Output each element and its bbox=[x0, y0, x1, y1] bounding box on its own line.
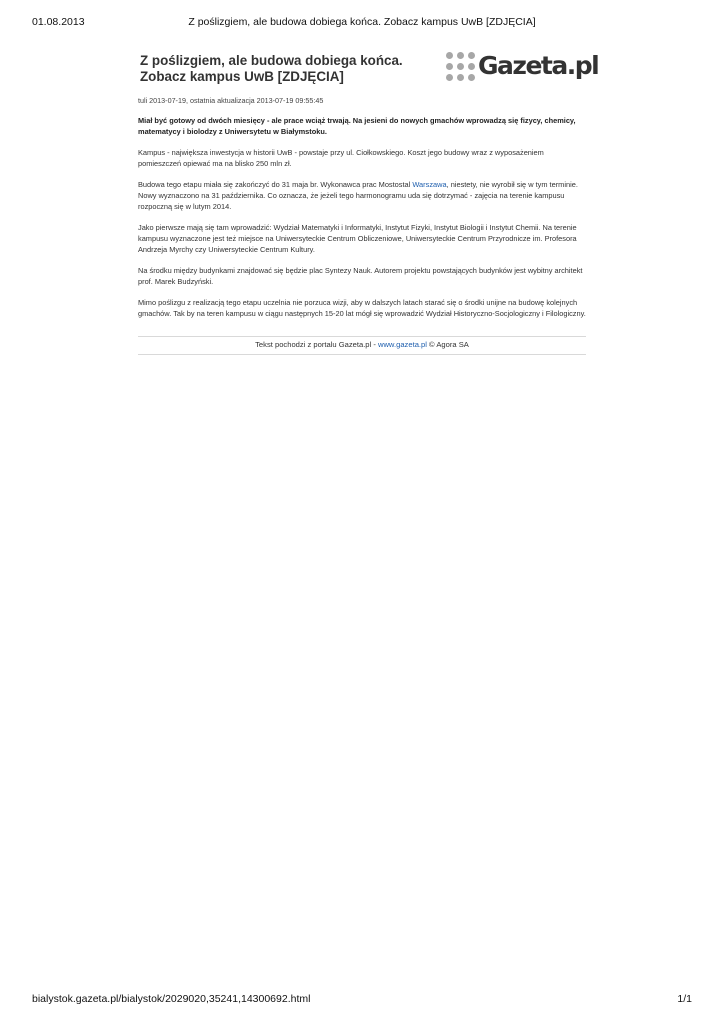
warszawa-link[interactable]: Warszawa bbox=[412, 180, 447, 189]
gazeta-logo[interactable] bbox=[446, 51, 599, 82]
print-header bbox=[32, 16, 692, 32]
article-header bbox=[138, 48, 599, 92]
print-footer bbox=[32, 993, 692, 1009]
paragraph-2-start: Budowa tego etapu miała się zakończyć do 31 maja br. Wykonawca prac Mostostal bbox=[138, 180, 413, 189]
logo-dots-icon bbox=[446, 52, 476, 82]
gazeta-link[interactable]: www.gazeta.pl bbox=[377, 340, 427, 349]
paragraph-2 bbox=[138, 179, 586, 212]
logo-wordmark: Gazeta.pl bbox=[478, 51, 599, 80]
print-url: bialystok.gazeta.pl/bialystok/2029020,35241,14300692.html bbox=[32, 993, 311, 1005]
article-meta: tuli 2013-07-19, ostatnia aktualizacja 2013-07-19 09:55:45 bbox=[138, 96, 324, 105]
article-lead: Miał być gotowy od dwóch miesięcy - ale prace wciąż trwają. Na jesieni do nowych gmachów wprowadzą się fizycy, chemicy, matematycy i biolodzy z Uniwersytetu w Białymstoku. bbox=[138, 116, 576, 136]
print-title: Z poślizgiem, ale budowa dobiega końca. Zobacz kampus UwB [ZDJĘCIA] bbox=[188, 16, 536, 28]
page-number: 1/1 bbox=[677, 993, 692, 1005]
source-suffix: © Agora SA bbox=[426, 340, 469, 349]
paragraph-5: Mimo poślizgu z realizacją tego etapu uczelnia nie porzuca wizji, aby w dalszych latach starać się o środki unijne na budowę kolejnych gmachów. Tak by na teren kampusu w ciągu następnych 15-20 lat mógł się wprowadzić Wydział Historyczno-Socjologiczny i Filologiczny. bbox=[138, 298, 586, 318]
article-headline bbox=[140, 53, 430, 85]
headline-line-1: Z poślizgiem, ale budowa dobiega końca. bbox=[140, 53, 403, 68]
source-prefix: Tekst pochodzi z portalu Gazeta.pl - bbox=[255, 340, 378, 349]
paragraph-1: Kampus - największa inwestycja w historii UwB - powstaje przy ul. Ciołkowskiego. Koszt jego budowy wraz z wyposażeniem pomieszczeń opiewać ma na blisko 250 mln zł. bbox=[138, 148, 544, 168]
article bbox=[138, 48, 599, 355]
print-date: 01.08.2013 bbox=[32, 16, 85, 28]
paragraph-3: Jako pierwsze mają się tam wprowadzić: Wydział Matematyki i Informatyki, Instytut Fizyki, Instytut Biologii i Instytut Chemii. Na terenie kampusu wyznaczone jest też miejsce na Uniwersyteckie Centrum Obliczeniowe, Uniwersyteckie Centrum Przyrodnicze im. Profesora Andrzeja Myrchy czy Uniwersyteckie Centrum Kultury. bbox=[138, 223, 577, 254]
paragraph-2-end: , niestety, nie wyrobił się w tym terminie. Nowy wyznaczono na 31 października. Co oznacza, że jeżeli tego harmonogramu uda się dotrzymać - zajęcia na terenie kampusu rozpoczną się w lutym 2014. bbox=[138, 180, 578, 211]
paragraph-4: Na środku między budynkami znajdować się będzie plac Syntezy Nauk. Autorem projektu powstających budynków jest wybitny architekt prof. Marek Budzyński. bbox=[138, 266, 583, 286]
headline-line-2: Zobacz kampus UwB [ZDJĘCIA] bbox=[140, 69, 344, 84]
source-credit bbox=[138, 336, 586, 355]
